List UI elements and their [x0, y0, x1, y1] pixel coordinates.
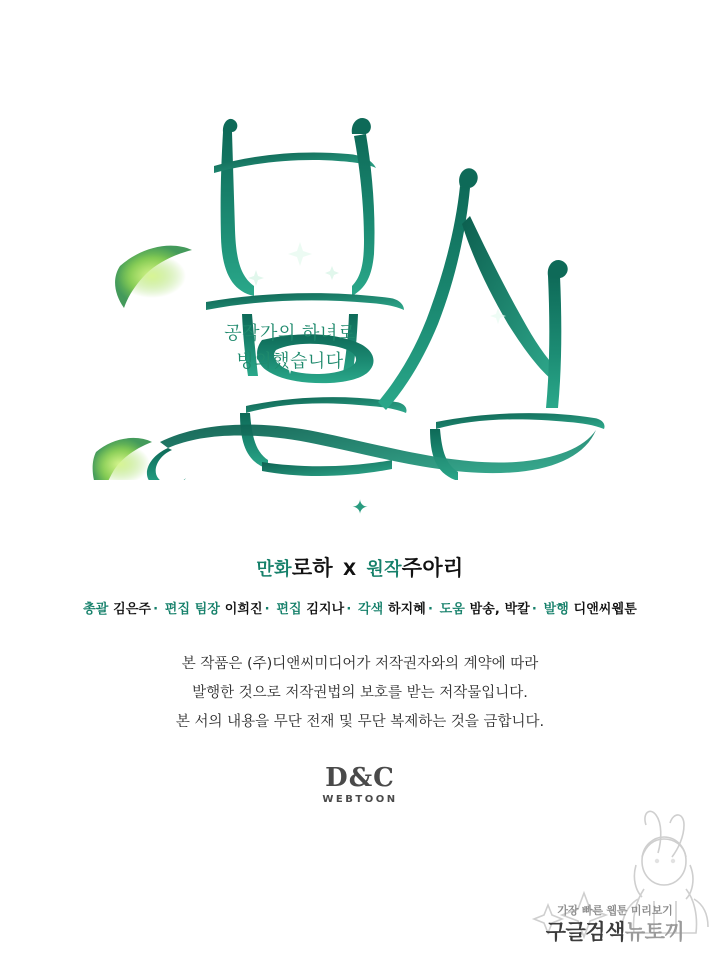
- copyright-line-2: 발행한 것으로 저작권법의 보호를 받는 저작물입니다.: [192, 685, 528, 701]
- credit-separator: X: [342, 560, 357, 580]
- credit-role-manhwa: 만화: [256, 559, 292, 580]
- staff-role-3: 각색: [358, 602, 384, 617]
- title-subtitle-line2: 빙의했습니다: [236, 350, 344, 372]
- watermark-brand-suffix: 뉴토끼: [624, 920, 685, 944]
- publisher-name: D&C: [325, 763, 395, 793]
- staff-sep-4: ·: [531, 602, 537, 617]
- staff-name-2: 김지나: [306, 602, 345, 617]
- credit-name-manhwa: 로하: [291, 556, 333, 580]
- publisher-logo: [0, 765, 720, 805]
- credit-role-original: 원작: [366, 559, 402, 580]
- credits-staff: [0, 598, 720, 617]
- title-subtitle: [175, 320, 405, 376]
- staff-sep-1: ·: [264, 602, 270, 617]
- copyright-line-3: 본 서의 내용을 무단 전재 및 무단 복제하는 것을 금합니다.: [175, 714, 545, 730]
- staff-sep-3: ·: [427, 602, 433, 617]
- staff-name-3: 하지혜: [387, 602, 426, 617]
- ornament-divider: [0, 498, 720, 518]
- copyright-notice: [0, 650, 720, 737]
- ornament-glyph: ✦: [351, 497, 369, 519]
- watermark-brand-prefix: 구글검색: [545, 920, 625, 944]
- title-logo: [0, 70, 720, 480]
- title-subtitle-line1: 공작가의 하녀로: [224, 323, 356, 344]
- staff-role-2: 편집: [276, 602, 302, 617]
- staff-role-1: 편집 팀장: [164, 602, 221, 617]
- staff-name-4: 밤송, 박칼: [469, 602, 530, 617]
- staff-sep-0: ·: [153, 602, 159, 617]
- credits-main: [0, 552, 720, 582]
- staff-sep-2: ·: [346, 602, 352, 617]
- staff-name-5: 디앤씨웹툰: [573, 602, 637, 617]
- staff-name-0: 김은주: [113, 602, 152, 617]
- watermark-tagline: 가장 빠른 웹툰 미리보기: [557, 904, 673, 917]
- publisher-sub: WEBTOON: [322, 794, 398, 805]
- staff-role-5: 발행: [543, 602, 569, 617]
- staff-role-4: 도움: [439, 602, 465, 617]
- staff-role-0: 총괄: [83, 602, 109, 617]
- site-watermark: [518, 809, 718, 954]
- title-logo-artwork: [0, 70, 720, 480]
- credit-name-original: 주아리: [401, 556, 464, 580]
- copyright-line-1: 본 작품은 (주)디앤씨미디어가 저작권자와의 계약에 따라: [181, 656, 539, 672]
- staff-name-1: 이희진: [224, 602, 263, 617]
- watermark-brand: [520, 916, 710, 946]
